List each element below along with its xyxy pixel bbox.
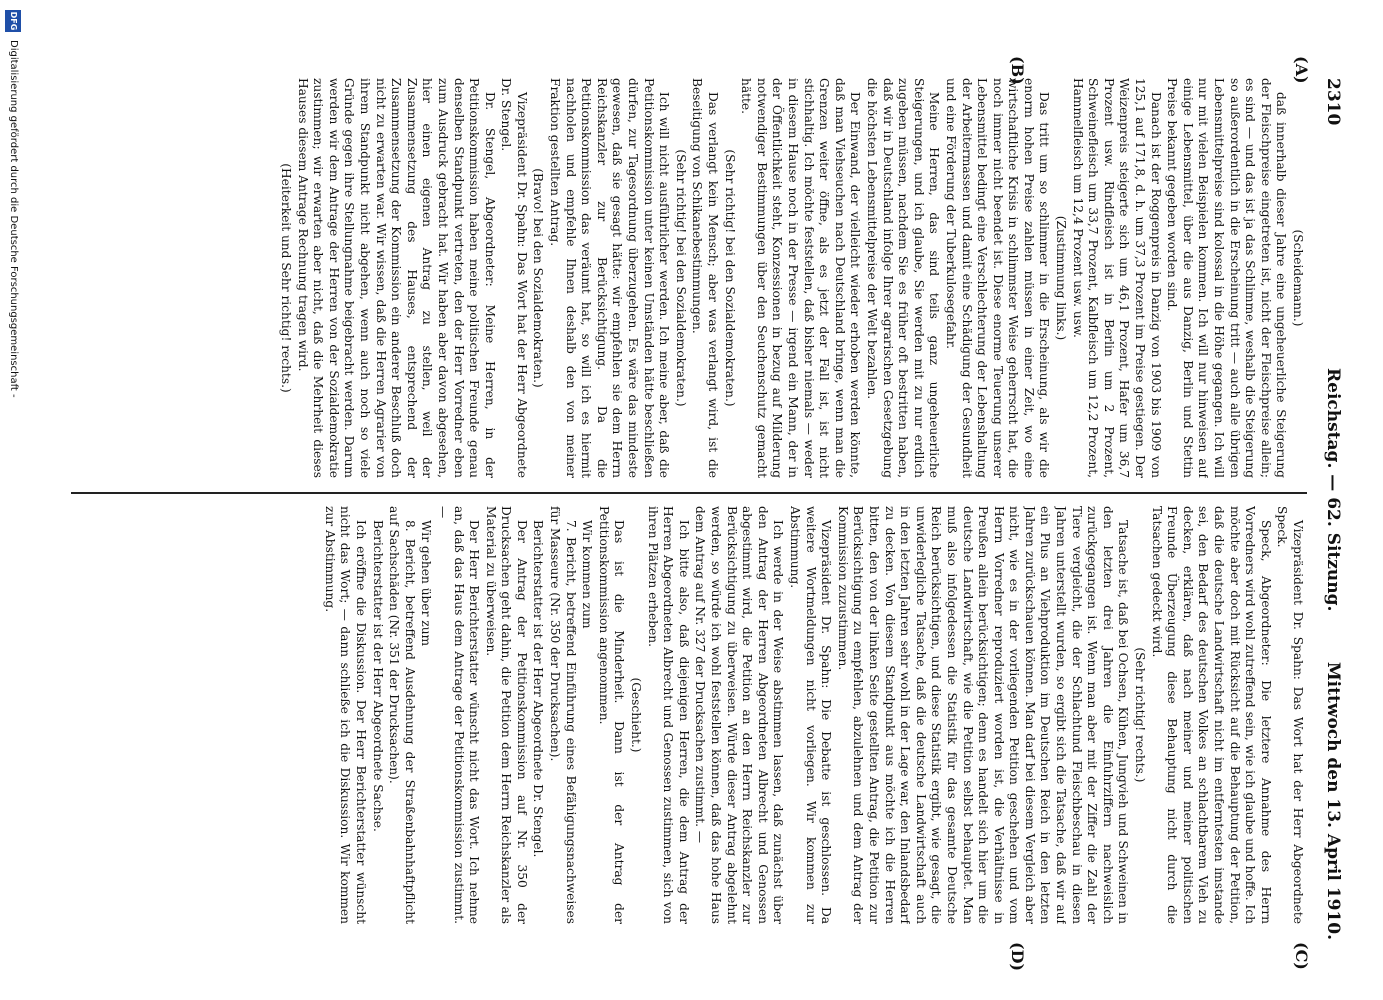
paragraph: Der Einwand, der vielleicht wieder erhoben werden könnte, daß man Viehseuchen nach Deutschland bringe, wenn man die Grenzen weiter öffne, als es jetzt der Fall ist, ist nicht stichhaltig. Ich möchte feststellen, daß bisher niemals — weder in diesem Hause noch in der Presse — irgend ein Mann, der in der Öffentlichkeit steht, Konzessionen in bezug auf Milderung notwendiger Bestimmungen über den Seuchenschutz gemacht hätte. (739, 78, 863, 478)
header-date: Mittwoch den 13. April 1910. (1323, 661, 1343, 940)
paragraph: Danach ist der Roggenpreis in Danzig von 1903 bis 1909 von 125,1 auf 171,8, d. h. um 37,3 Prozent im Preise gestiegen. Der Weizenpreis steigerte sich um 46,1 Prozent, Hafer um 36,7 Prozent usw. Rindfleisch ist in Berlin um 2 Prozent, Schweinefleisch um 33,7 Prozent, Kalbfleisch um 12,2 Prozent, Hammelfleisch um 12,4 Prozent usw. usw. (1070, 78, 1163, 478)
paragraph: (Bravo! bei den Sozialdemokraten.) (531, 168, 546, 388)
paragraph: (Sehr richtig! bei den Sozialdemokraten.) (673, 149, 688, 407)
paragraph: Der Antrag der Petitionskommission auf Nr. 350 der Drucksachen geht dahin, die Petition dem Herrn Reichskanzler als Material zu überweisen. (483, 506, 529, 924)
paragraph: (Sehr richtig! bei den Sozialdemokraten.) (722, 149, 737, 407)
paragraph: (Scheidemann.) (1291, 229, 1305, 327)
page-header (1315, 78, 1343, 940)
paragraph: Ich werde in der Weise abstimmen lassen, daß zunächst über den Antrag der Herren Abgeordneten Albrecht und Genossen abgestimmt wird, die Petition an den Herrn Reichskanzler zur Berücksichtigung zu überweisen. Würde dieser Antrag abgelehnt werden, so würde ich wohl feststellen können, daß das hohe Haus dem Antrag auf Nr. 327 der Drucksachen zustimmt. — (693, 506, 786, 924)
margin-marker-a: (A) (1292, 56, 1311, 84)
paragraph: Vizepräsident Dr. Spahn: Das Wort hat der Herr Abgeordnete Speck. (1275, 506, 1305, 924)
paragraph: (Zustimmung links.) (1054, 215, 1069, 341)
paragraph: Das verlangt kein Mensch; aber was verlangt wird, ist die Beseitigung von Schikanebestimmungen. (690, 78, 721, 478)
margin-marker-c: (C) (1292, 942, 1311, 970)
paragraph: Vizepräsident Dr. Spahn: Die Debatte ist geschlossen. Da weitere Wortmeldungen nicht vorliegen. Wir kommen zur Abstimmung. (788, 506, 834, 924)
paragraph: Ich eröffne die Diskussion. Der Herr Berichterstatter wünscht nicht das Wort; — dann schließe ich die Diskussion. Wir kommen zur Abstimmung. (322, 506, 368, 924)
paragraph: Vizepräsident Dr. Spahn: Das Wort hat der Herr Abgeordnete Dr. Stengel. (499, 78, 529, 478)
left-text-column (85, 78, 1305, 478)
dfg-logo: DFG (5, 10, 21, 32)
paragraph: Berichterstatter ist der Herr Abgeordnete Sachse. (370, 520, 385, 832)
paragraph: 8. Bericht, betreffend Ausdehnung der Straßenbahnhaftpflicht auf Sachschäden (Nr. 351 der Drucksachen). (387, 506, 417, 924)
digitization-note: Digitalisierung gefördert durch die Deutsche Forschungsgemeinschaft - (8, 40, 19, 398)
right-text-column (85, 506, 1305, 924)
paragraph: (Heiterkeit und Sehr richtig! rechts.) (279, 163, 293, 393)
paragraph: 7. Bericht, betreffend Einführung eines Befähigungsnachweises für Masseure (Nr. 350 der Drucksachen). (548, 506, 578, 924)
paragraph: Der Herr Berichterstatter wünscht nicht das Wort. Ich nehme an, daß das Haus dem Antrage der Petitionskommission zustimmt. — (435, 506, 482, 924)
paragraph: Ich bitte also, daß diejenigen Herren, die dem Antrag der Herren Abgeordneten Albrecht und Genossen zustimmen, sich von ihren Plätzen erheben. (645, 506, 691, 924)
column-divider (71, 492, 1307, 494)
paragraph: Speck, Abgeordneter: Die letztere Annahme des Herrn Vorredners wird wohl zutreffend sein, wie ich glaube und hoffe. Ich möchte aber doch mit Rücksicht auf die Behauptung der Petition, daß die deutsche Landwirtschaft nicht im entferntesten imstande sei, den Bedarf des deutschen Volkes an schlachtbarem Vieh zu decken, erklären, daß nach meiner und meiner politischen Freunde Überzeugung diese Behauptung nicht durch die Tatsachen gedeckt wird. (1149, 506, 1273, 924)
paragraph: Wir kommen zum (580, 520, 595, 629)
paragraph: Das tritt um so schlimmer in die Erscheinung, als wir die enorm hohen Preise zahlen müssen in einer Zeit, wo eine wirtschaftliche Krisis in schlimmster Weise geherrscht hat, die noch immer nicht beendet ist. Diese enorme Teuerung unserer Lebensmittel bedingt eine Verschlechterung der Lebenshaltung der Arbeitermassen und damit eine Schädigung der Gesundheit und eine Förderung der Tuberkulosegefahr. (943, 78, 1052, 478)
paragraph: (Geschieht.) (629, 677, 644, 753)
paragraph: daß innerhalb dieser Jahre eine ungeheuerliche Steigerung der Fleischpreise eingetreten ist, nicht der Fleischpreise allein; es sind — und das ist ja das Schlimme, weshalb die Steigerung so außerordentlich in die Erscheinung tritt — auch alle übrigen Lebensmittelpreise sind kolossal in die Höhe gegangen. Ich will nur mit vielen Beispielen kommen. Ich will nur hinweisen auf einige Lebensmittel, über die aus Danzig, Berlin und Stettin Preise bekannt gegeben worden sind. (1165, 78, 1289, 478)
paragraph: Tatsache ist, daß bei Ochsen, Kühen, Jungvieh und Schweinen in den letzten drei Jahren die Einfuhrziffern nachweislich zurückgegangen ist. Wenn man aber mit der Ziffer die Zahl der Tiere vergleicht, die der Schlachtund Fleischbeschau in diesen Jahren unterstellt wurden, so ergibt sich die Tatsache, daß wir auf ein Plus an Viehproduktion im Deutschen Reich in den letzten Jahren zurückschauen können. Man darf bei diesem Vergleich aber nicht, wie es in der vorliegenden Petition geschehen und vom Herrn Vorredner reproduziert worden ist, die Verhältnisse in Preußen allein berücksichtigen; denn es handelt sich hier um die deutsche Landwirtschaft, wie die Petition selbst behauptet. Man muß also infolgedessen die Statistik für das gesamte Deutsche Reich berücksichtigen, und diese Statistik ergibt, wie gesagt, die unwiderlegliche Tatsache, daß die deutsche Landwirtschaft auch in den letzten Jahren sehr wohl in der Lage war, den Inlandsbedarf zu decken. Von diesem Standpunkt aus möchte ich die Herren bitten, den von der linken Seite gestellten Antrag, die Petition zur Berücksichtigung zu empfehlen, abzulehnen und dem Antrag der Kommission zuzustimmen. (835, 506, 1131, 924)
header-title: Reichstag. — 62. Sitzung. (1323, 368, 1343, 612)
margin-marker-b: (B) (1008, 56, 1027, 85)
paragraph: Dr. Stengel, Abgeordneter: Meine Herren, in der Petitionskommission haben meine politischen Freunde genau denselben Standpunkt vertreten, den der Herr Vorredner eben zum Ausdruck gebracht hat. Wir haben aber davon abgesehen, hier einen eigenen Antrag zu stellen, weil der Zusammensetzung des Hauses, entsprechend der Zusammensetzung der Kommission ein anderer Beschluß doch nicht zu erwarten war. Wir wissen, daß die Herren Agrarier von ihrem Standpunkt nicht abgehen, wenn auch noch so viele Gründe gegen ihre Stellungnahme beigebracht werden. Darum werden wir dem Antrage der Herren von der Sozialdemokratie zustimmen; wir erwarten aber nicht, daß die Mehrheit dieses Hauses diesem Antrage Rechnung tragen wird. (295, 78, 497, 478)
paragraph: Das ist die Minderheit. Dann ist der Antrag der Petitionskommission angenommen. (596, 506, 627, 924)
paragraph: (Sehr richtig! rechts.) (1133, 647, 1148, 783)
paragraph: Berichterstatter ist der Herr Abgeordnete Dr. Stengel. (531, 520, 546, 858)
paragraph: Meine Herren, das sind teils ganz ungeheuerliche Steigerungen, und ich glaube, Sie werden mit zu nur erdlich zugeben müssen, nachdem Sie es früher oft bestritten haben, daß wir in Deutschland infolge Ihrer agrarischen Gesetzgebung die höchsten Lebensmittelpreise der Welt bezahlen. (864, 78, 942, 478)
page-number: 2310 (1323, 78, 1343, 126)
paragraph: Ich will nicht ausführlicher werden. Ich meine aber, daß die Petitionskommission unter keinen Umständen hätte beschließen dürfen, zur Tagesordnung überzugehen. Es wäre das mindeste gewesen, daß sie gesagt hätte: wir empfehlen sie dem Herrn Reichskanzler zur Berücksichtigung. Da die Petitionskommission das veräumt hat, so will ich es hiermit nachholen und empfehle Ihnen deshalb den von meiner Fraktion gestellten Antrag. (548, 78, 672, 478)
margin-marker-d: (D) (1008, 942, 1027, 972)
paragraph: Wir gehen über zum (419, 520, 434, 647)
